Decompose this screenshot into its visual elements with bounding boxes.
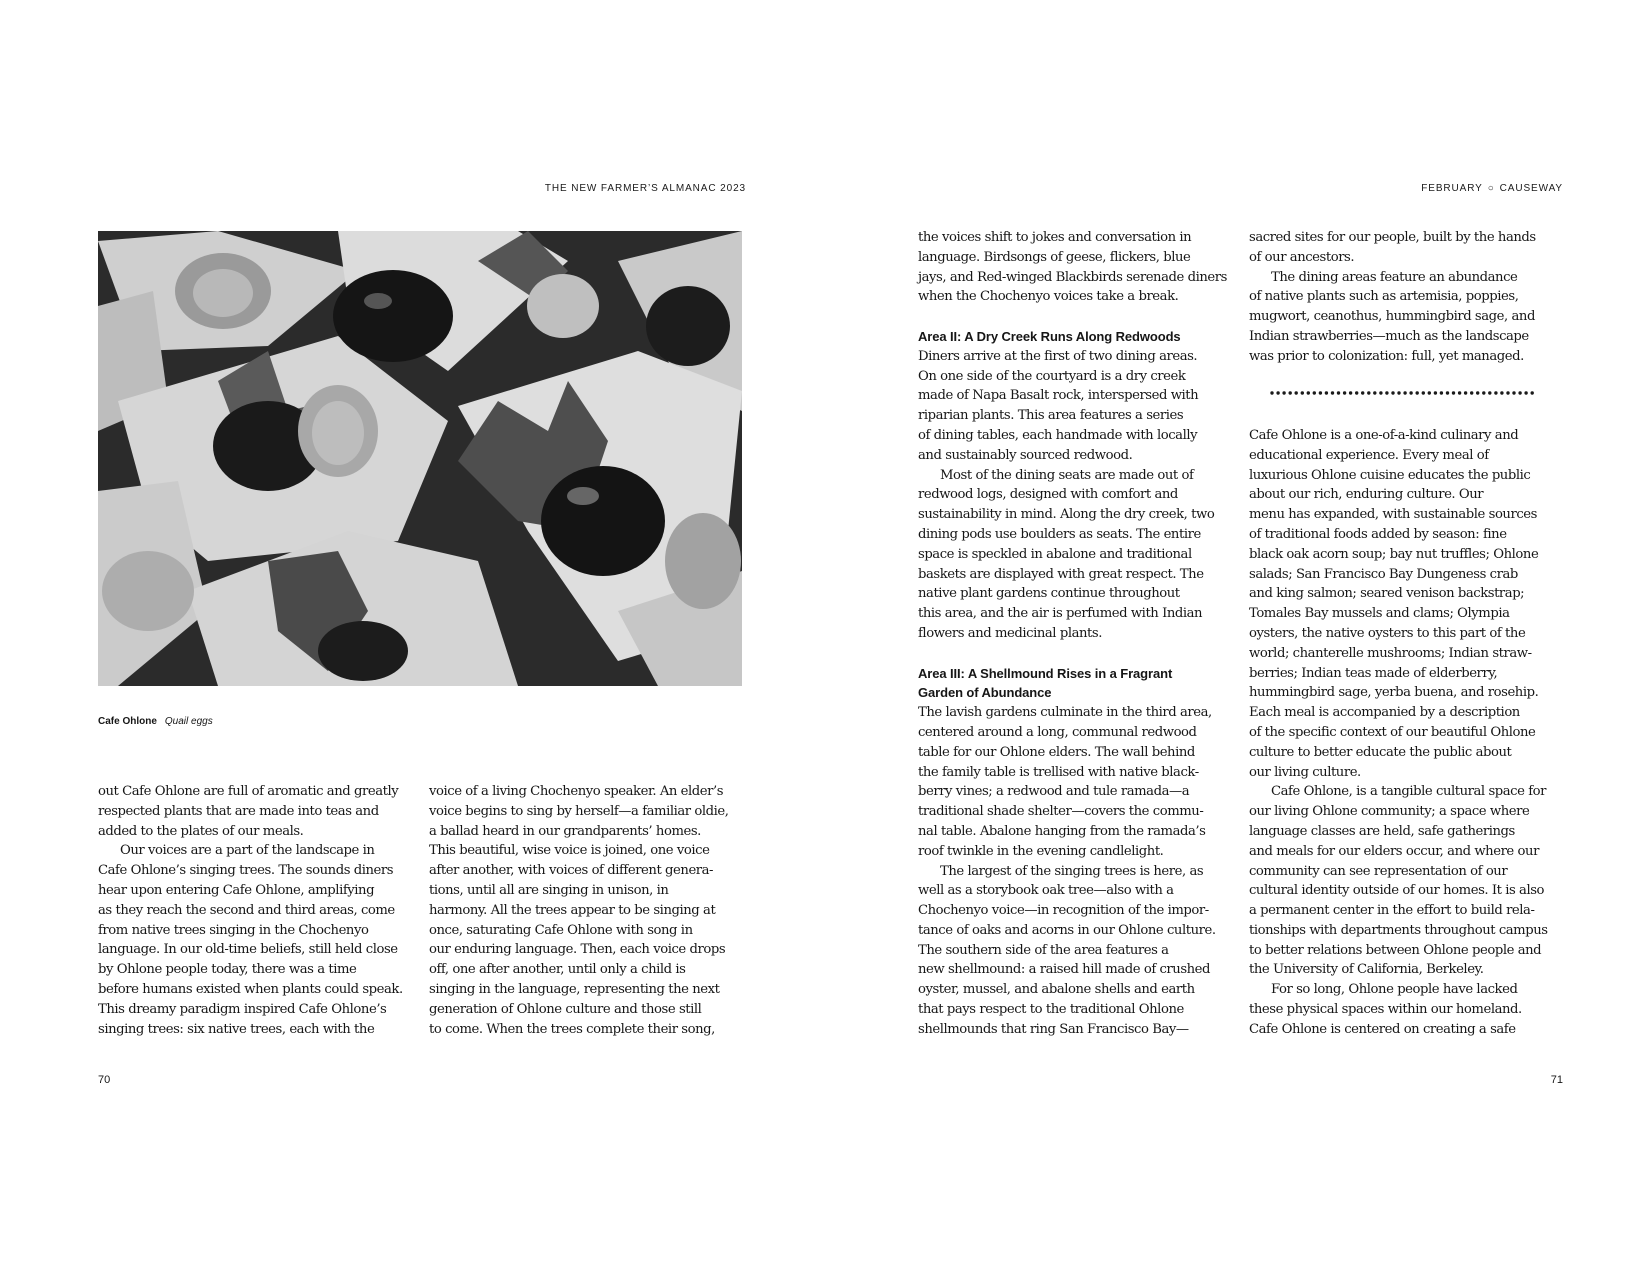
text-line: the family table is trellised with native black- [918, 764, 1199, 780]
text-line: these physical spaces within our homeland. [1249, 1002, 1522, 1018]
divider-dot [1373, 391, 1376, 394]
divider-dot [1464, 391, 1467, 394]
section-heading: Area III: A Shellmound Rises in a Fragrant [918, 665, 1173, 681]
divider-dot [1452, 391, 1455, 394]
circle-separator-icon: ○ [1487, 183, 1495, 194]
text-line: On one side of the courtyard is a dry creek [918, 368, 1186, 384]
text-line: tionships with departments throughout campus [1249, 922, 1548, 938]
text-line: voice of a living Chochenyo speaker. An elder’s [429, 784, 724, 799]
text-line: voice begins to sing by herself—a familiar oldie, [429, 803, 729, 819]
divider-dot [1518, 391, 1521, 394]
text-line: Diners arrive at the first of two dining areas. [918, 348, 1198, 364]
caption-subtitle: Quail eggs [164, 716, 213, 727]
text-line: tions, until all are singing in unison, in [429, 882, 669, 898]
text-line: berry vines; a redwood and tule ramada—a [918, 784, 1190, 800]
text-line: Each meal is accompanied by a description [1249, 705, 1520, 721]
divider-dot [1367, 391, 1370, 394]
text-line: flowers and medicinal plants. [918, 625, 1102, 641]
text-line: from native trees singing in the Chochenyo [98, 922, 369, 938]
divider-dot [1385, 391, 1388, 394]
section-heading: Area II: A Dry Creek Runs Along Redwoods [918, 328, 1181, 344]
text-line: our enduring language. Then, each voice drops [429, 942, 726, 958]
divider-dot [1276, 391, 1279, 394]
divider-dot [1343, 391, 1346, 394]
text-line: Tomales Bay mussels and clams; Olympia [1249, 606, 1510, 622]
photo-caption [98, 716, 213, 727]
text-line: menu has expanded, with sustainable sources [1249, 507, 1537, 523]
divider-dot [1422, 391, 1425, 394]
text-line: respected plants that are made into teas and [98, 803, 379, 819]
divider-dot [1397, 391, 1400, 394]
text-line: nal table. Abalone hanging from the ramada’s [918, 823, 1206, 839]
text-line: by Ohlone people today, there was a time [98, 962, 357, 978]
text-line: of traditional foods added by season: fine [1249, 526, 1507, 542]
text-line: our living Ohlone community; a space where [1249, 804, 1530, 820]
text-line: language. Birdsongs of geese, flickers, blue [918, 249, 1191, 265]
text-line: culture to better educate the public about [1249, 744, 1512, 760]
text-line: riparian plants. This area features a series [918, 408, 1184, 424]
text-line: added to the plates of our meals. [98, 823, 304, 839]
text-line: new shellmound: a raised hill made of crushed [918, 962, 1211, 978]
text-line: This dreamy paradigm inspired Cafe Ohlone’s [98, 1001, 387, 1017]
text-line: berries; Indian teas made of elderberry, [1249, 665, 1498, 681]
divider-dot [1307, 391, 1310, 394]
caption-title: Cafe Ohlone [98, 716, 157, 727]
divider-dot [1531, 391, 1534, 394]
divider-dot [1500, 391, 1503, 394]
text-line: and meals for our elders occur, and where our [1249, 843, 1539, 859]
text-line: hear upon entering Cafe Ohlone, amplifying [98, 882, 375, 898]
text-line: was prior to colonization: full, yet managed. [1249, 348, 1524, 364]
text-column-3 [918, 228, 1238, 1040]
divider-dot [1379, 391, 1382, 394]
text-line: black oak acorn soup; bay nut truffles; Ohlone [1249, 546, 1539, 562]
dotted-section-divider [1270, 389, 1540, 397]
text-line: centered around a long, communal redwood [918, 724, 1197, 740]
text-line: out Cafe Ohlone are full of aromatic and greatly [98, 784, 399, 799]
text-line: singing trees: six native trees, each with the [98, 1021, 375, 1037]
text-line: salads; San Francisco Bay Dungeness crab [1249, 566, 1518, 582]
text-line: Cafe Ohlone is centered on creating a safe [1249, 1021, 1516, 1037]
divider-dot [1391, 391, 1394, 394]
text-line: singing in the language, representing the next [429, 981, 720, 997]
text-line: language. In our old-time beliefs, still held close [98, 942, 398, 958]
divider-dot [1446, 391, 1449, 394]
divider-dot [1476, 391, 1479, 394]
quail-eggs-photo [98, 231, 742, 686]
divider-dot [1428, 391, 1431, 394]
text-line: the University of California, Berkeley. [1249, 962, 1484, 978]
text-column-4 [1249, 228, 1569, 1040]
running-head-right [1421, 183, 1563, 194]
text-line: The largest of the singing trees is here, as [940, 863, 1204, 879]
text-line: when the Chochenyo voices take a break. [918, 289, 1179, 305]
section-heading: Garden of Abundance [918, 685, 1052, 701]
text-line: space is speckled in abalone and traditional [918, 546, 1192, 562]
text-line: of native plants such as artemisia, poppies, [1249, 289, 1519, 305]
text-line: The lavish gardens culminate in the third area, [918, 705, 1212, 721]
running-head-left: THE NEW FARMER’S ALMANAC 2023 [544, 183, 746, 194]
text-line: language classes are held, safe gatherings [1249, 823, 1515, 839]
divider-dot [1403, 391, 1406, 394]
divider-dot [1355, 391, 1358, 394]
text-line: a ballad heard in our grandparents’ homes. [429, 823, 701, 839]
divider-dot [1313, 391, 1316, 394]
divider-dot [1319, 391, 1322, 394]
running-head-month: FEBRUARY [1421, 183, 1483, 194]
text-line: of dining tables, each handmade with locally [918, 427, 1198, 443]
divider-dot [1361, 391, 1364, 394]
text-line: The southern side of the area features a [918, 942, 1169, 958]
text-line: tance of oaks and acorns in our Ohlone culture. [918, 922, 1216, 938]
paragraph-gap [1249, 367, 1569, 387]
divider-dot [1289, 391, 1292, 394]
divider-dot [1270, 391, 1273, 394]
text-line: of the specific context of our beautiful Ohlone [1249, 724, 1536, 740]
text-line: to better relations between Ohlone people and [1249, 942, 1542, 958]
text-line: before humans existed when plants could speak. [98, 981, 403, 997]
divider-dot [1470, 391, 1473, 394]
text-line: table for our Ohlone elders. The wall behind [918, 744, 1195, 760]
divider-dot [1349, 391, 1352, 394]
divider-dot [1301, 391, 1304, 394]
divider-dot [1524, 391, 1527, 394]
text-column-2 [429, 782, 749, 1039]
text-line: sustainability in mind. Along the dry creek, two [918, 507, 1215, 523]
text-line: roof twinkle in the evening candlelight. [918, 843, 1164, 859]
running-head-section: CAUSEWAY [1499, 183, 1563, 194]
page-number-left: 70 [98, 1074, 111, 1086]
divider-dot [1482, 391, 1485, 394]
text-line: that pays respect to the traditional Ohlone [918, 1002, 1184, 1018]
text-line: after another, with voices of different genera- [429, 863, 714, 879]
divider-dot [1331, 391, 1334, 394]
text-line: shellmounds that ring San Francisco Bay— [918, 1021, 1189, 1037]
divider-dot [1506, 391, 1509, 394]
text-line: the voices shift to jokes and conversation in [918, 230, 1192, 245]
text-line: community can see representation of our [1249, 863, 1508, 879]
text-line: baskets are displayed with great respect. The [918, 566, 1204, 582]
text-line: and sustainably sourced redwood. [918, 447, 1133, 463]
text-line: well as a storybook oak tree—also with a [918, 883, 1174, 899]
divider-dot [1512, 391, 1515, 394]
text-line: Indian strawberries—much as the landscape [1249, 328, 1529, 344]
text-line: mugwort, ceanothus, hummingbird sage, and [1249, 309, 1535, 325]
text-line: Cafe Ohlone’s singing trees. The sounds diners [98, 863, 394, 879]
text-line: oyster, mussel, and abalone shells and earth [918, 982, 1195, 998]
text-line: Our voices are a part of the landscape in [120, 843, 375, 859]
page-number-right: 71 [1550, 1074, 1563, 1086]
divider-dot [1494, 391, 1497, 394]
divider-dot [1434, 391, 1437, 394]
text-line: once, saturating Cafe Ohlone with song in [429, 922, 693, 938]
divider-dot [1295, 391, 1298, 394]
text-column-1 [98, 782, 418, 1039]
divider-dot [1440, 391, 1443, 394]
paragraph-gap [918, 307, 1238, 327]
text-line: Cafe Ohlone, is a tangible cultural space for [1271, 784, 1546, 800]
text-line: oysters, the native oysters to this part of the [1249, 625, 1526, 641]
text-line: traditional shade shelter—covers the commu- [918, 804, 1204, 820]
text-line: as they reach the second and third areas, come [98, 902, 395, 918]
paragraph-gap [1249, 406, 1569, 426]
text-line: The dining areas feature an abundance [1271, 269, 1518, 285]
text-line: our living culture. [1249, 764, 1361, 780]
text-line: of our ancestors. [1249, 249, 1355, 265]
text-line: and king salmon; seared venison backstrap; [1249, 586, 1525, 602]
divider-dot [1409, 391, 1412, 394]
text-line: This beautiful, wise voice is joined, one voice [429, 843, 710, 859]
text-line: Cafe Ohlone is a one-of-a-kind culinary and [1249, 427, 1519, 443]
text-line: Chochenyo voice—in recognition of the impor- [918, 903, 1209, 919]
divider-dot [1458, 391, 1461, 394]
text-line: world; chanterelle mushrooms; Indian straw- [1249, 645, 1532, 661]
text-line: hummingbird sage, yerba buena, and rosehip. [1249, 685, 1539, 701]
text-line: native plant gardens continue throughout [918, 586, 1180, 602]
divider-dot [1282, 391, 1285, 394]
text-line: dining pods use boulders as seats. The entire [918, 526, 1201, 542]
divider-dot [1488, 391, 1491, 394]
text-line: about our rich, enduring culture. Our [1249, 487, 1484, 503]
text-line: off, one after another, until only a child is [429, 962, 686, 978]
divider-dot [1416, 391, 1419, 394]
text-line: educational experience. Every meal of [1249, 447, 1489, 463]
text-line: Most of the dining seats are made out of [940, 467, 1194, 483]
text-line: redwood logs, designed with comfort and [918, 487, 1178, 503]
text-line: sacred sites for our people, built by the hands [1249, 230, 1536, 245]
text-line: this area, and the air is perfumed with Indian [918, 606, 1203, 622]
divider-dot [1325, 391, 1328, 394]
text-line: generation of Ohlone culture and those still [429, 1001, 702, 1017]
text-line: luxurious Ohlone cuisine educates the public [1249, 467, 1531, 483]
paragraph-gap [918, 644, 1238, 664]
text-line: For so long, Ohlone people have lacked [1271, 982, 1518, 998]
text-line: jays, and Red-winged Blackbirds serenade diners [918, 269, 1227, 285]
text-line: a permanent center in the effort to build rela- [1249, 903, 1535, 919]
text-line: made of Napa Basalt rock, interspersed with [918, 388, 1199, 404]
text-line: cultural identity outside of our homes. It is also [1249, 883, 1545, 899]
text-line: harmony. All the trees appear to be singing at [429, 902, 716, 918]
divider-dot [1337, 391, 1340, 394]
text-line: to come. When the trees complete their song, [429, 1021, 715, 1037]
